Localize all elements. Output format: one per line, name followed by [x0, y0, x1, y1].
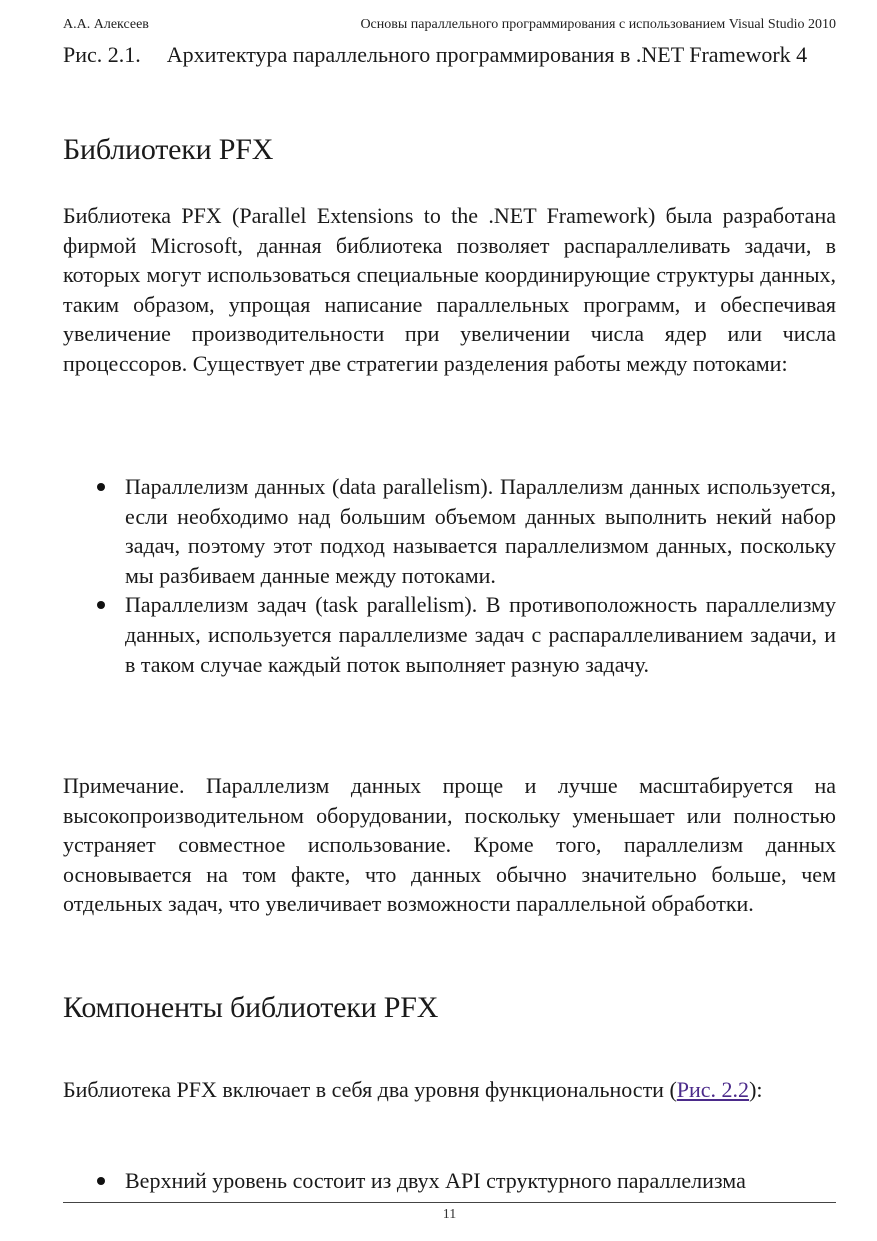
running-header — [63, 16, 836, 34]
components-intro-paragraph — [63, 1075, 836, 1105]
figure-caption-number: Рис. 2.1. — [63, 42, 141, 67]
bullet-icon — [97, 601, 105, 609]
list-item — [63, 590, 836, 679]
components-list — [63, 1166, 836, 1196]
figure-reference-link[interactable]: Рис. 2.2 — [676, 1077, 750, 1102]
section-heading-components: Компоненты библиотеки PFX — [63, 991, 439, 1024]
figure-caption — [63, 40, 836, 69]
header-book-title: Основы параллельного программирования с использованием Visual Studio 2010 — [360, 17, 836, 32]
list-item-text: Верхний уровень состоит из двух API структурного параллелизма — [125, 1168, 746, 1193]
components-intro-tail: ): — [749, 1077, 763, 1102]
section-heading-libraries: Библиотеки PFX — [63, 133, 274, 166]
footer-divider — [63, 1202, 836, 1203]
strategies-list — [63, 472, 836, 679]
bullet-icon — [97, 1177, 105, 1185]
list-item — [63, 472, 836, 590]
page-number: 11 — [442, 1207, 457, 1222]
bullet-icon — [97, 483, 105, 491]
list-item-text: Параллелизм задач (task parallelism). В противоположность параллелизму данных, используется параллелизме задач с распараллеливанием задачи, и в таком случае каждый поток выполняет разную задачу. — [125, 592, 836, 677]
header-author: А.А. Алексеев — [63, 17, 149, 32]
figure-caption-text: Архитектура параллельного программирования в .NET Framework 4 — [166, 42, 808, 67]
note-paragraph: Примечание. Параллелизм данных проще и лучше масштабируется на высокопроизводительном оборудовании, поскольку уменьшает или полностью устраняет совместное использование. Кроме того, параллелизм данных основывается на том факте, что данных обычно значительно больше, чем отдельных задач, что увеличивает возможности параллельной обработки. — [63, 773, 836, 917]
list-item — [63, 1166, 836, 1196]
list-item-text: Параллелизм данных (data parallelism). Параллелизм данных используется, если необходимо над большим объемом данных выполнить некий набор задач, поэтому этот подход называется параллелизмом данных, поскольку мы разбиваем данные между потоками. — [125, 474, 836, 588]
libraries-intro-paragraph: Библиотека PFX (Parallel Extensions to the .NET Framework) была разработана фирмой Microsoft, данная библиотека позволяет распараллеливать задачи, в которых могут использоваться специальные координирующие структуры данных, таким образом, упрощая написание параллельных программ, и обеспечивая увеличение производительности при увеличении числа ядер или числа процессоров. Существует две стратегии разделения работы между потоками: — [63, 203, 836, 376]
components-intro-text: Библиотека PFX включает в себя два уровня функциональности ( — [63, 1077, 677, 1102]
